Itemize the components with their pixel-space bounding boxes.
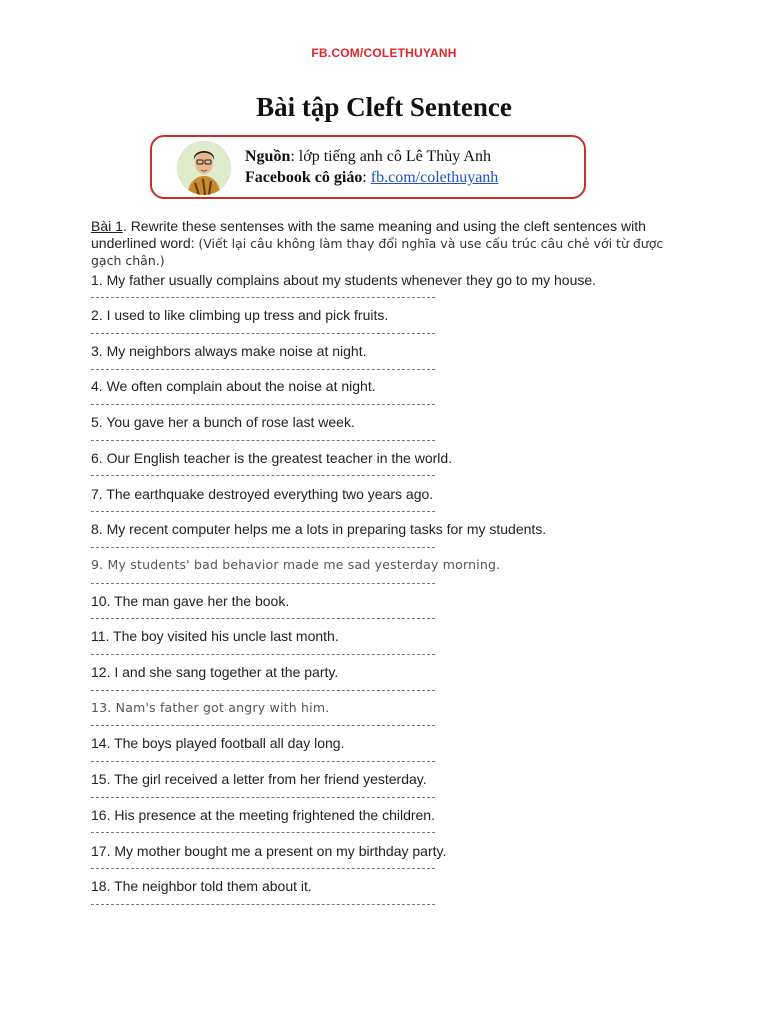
question-item: 13. Nam's father got angry with him. (91, 700, 330, 715)
question-item: 7. The earthquake destroyed everything two years ago. (91, 486, 434, 502)
exercise-instruction-vn: (Viết lại câu không làm thay đổi nghĩa và use cấu trúc câu chẻ với từ được gạch chân.) (91, 236, 664, 268)
answer-line[interactable] (91, 547, 435, 548)
answer-line[interactable] (91, 333, 435, 334)
exercise-instruction-text: . Rewrite these sentenses with the same meaning and using the cleft sentences with underlined word: (91, 218, 646, 251)
answer-line[interactable] (91, 404, 435, 405)
question-item: 6. Our English teacher is the greatest teacher in the world. (91, 450, 453, 466)
answer-line[interactable] (91, 297, 435, 298)
answer-line[interactable] (91, 868, 435, 869)
question-item: 10. The man gave her the book. (91, 593, 290, 609)
answer-line[interactable] (91, 690, 435, 691)
exercise-instructions (91, 218, 671, 269)
facebook-label: Facebook cô giáo (245, 169, 363, 186)
question-item: 12. I and she sang together at the party. (91, 664, 339, 680)
answer-line[interactable] (91, 369, 435, 370)
answer-line[interactable] (91, 618, 435, 619)
question-item: 14. The boys played football all day long. (91, 735, 345, 751)
teacher-photo-icon (177, 141, 231, 195)
facebook-link[interactable]: fb.com/colethuyanh (370, 169, 499, 186)
question-item: 11. The boy visited his uncle last month. (91, 628, 339, 644)
question-item: 15. The girl received a letter from her friend yesterday. (91, 771, 427, 787)
answer-line[interactable] (91, 761, 435, 762)
facebook-link-header[interactable]: FB.COM/COLETHUYANH (311, 46, 457, 60)
question-item: 3. My neighbors always make noise at night. (91, 343, 367, 359)
source-text: : lớp tiếng anh cô Lê Thùy Anh (290, 148, 491, 165)
question-item: 1. My father usually complains about my students whenever they go to my house. (91, 272, 597, 288)
answer-line[interactable] (91, 904, 435, 905)
answer-line[interactable] (91, 475, 435, 476)
facebook-separator: : (362, 169, 371, 186)
question-item: 8. My recent computer helps me a lots in preparing tasks for my students. (91, 521, 547, 537)
answer-line[interactable] (91, 654, 435, 655)
question-item: 4. We often complain about the noise at night. (91, 378, 376, 394)
answer-line[interactable] (91, 440, 435, 441)
teacher-avatar (177, 141, 231, 195)
answer-line[interactable] (91, 511, 435, 512)
page-title: Bài tập Cleft Sentence (256, 92, 512, 122)
question-item: 5. You gave her a bunch of rose last week. (91, 414, 355, 430)
answer-line[interactable] (91, 725, 435, 726)
answer-line[interactable] (91, 797, 435, 798)
question-item: 17. My mother bought me a present on my birthday party. (91, 843, 447, 859)
exercise-label: Bài 1 (91, 218, 123, 234)
source-label: Nguồn (245, 148, 291, 165)
question-item: 9. My students' bad behavior made me sad yesterday morning. (91, 557, 501, 572)
facebook-line (245, 169, 498, 187)
answer-line[interactable] (91, 832, 435, 833)
answer-line[interactable] (91, 583, 435, 584)
question-item: 16. His presence at the meeting frightened the children. (91, 807, 435, 823)
source-line (245, 148, 491, 166)
question-item: 2. I used to like climbing up tress and pick fruits. (91, 307, 389, 323)
question-item: 18. The neighbor told them about it. (91, 878, 312, 894)
